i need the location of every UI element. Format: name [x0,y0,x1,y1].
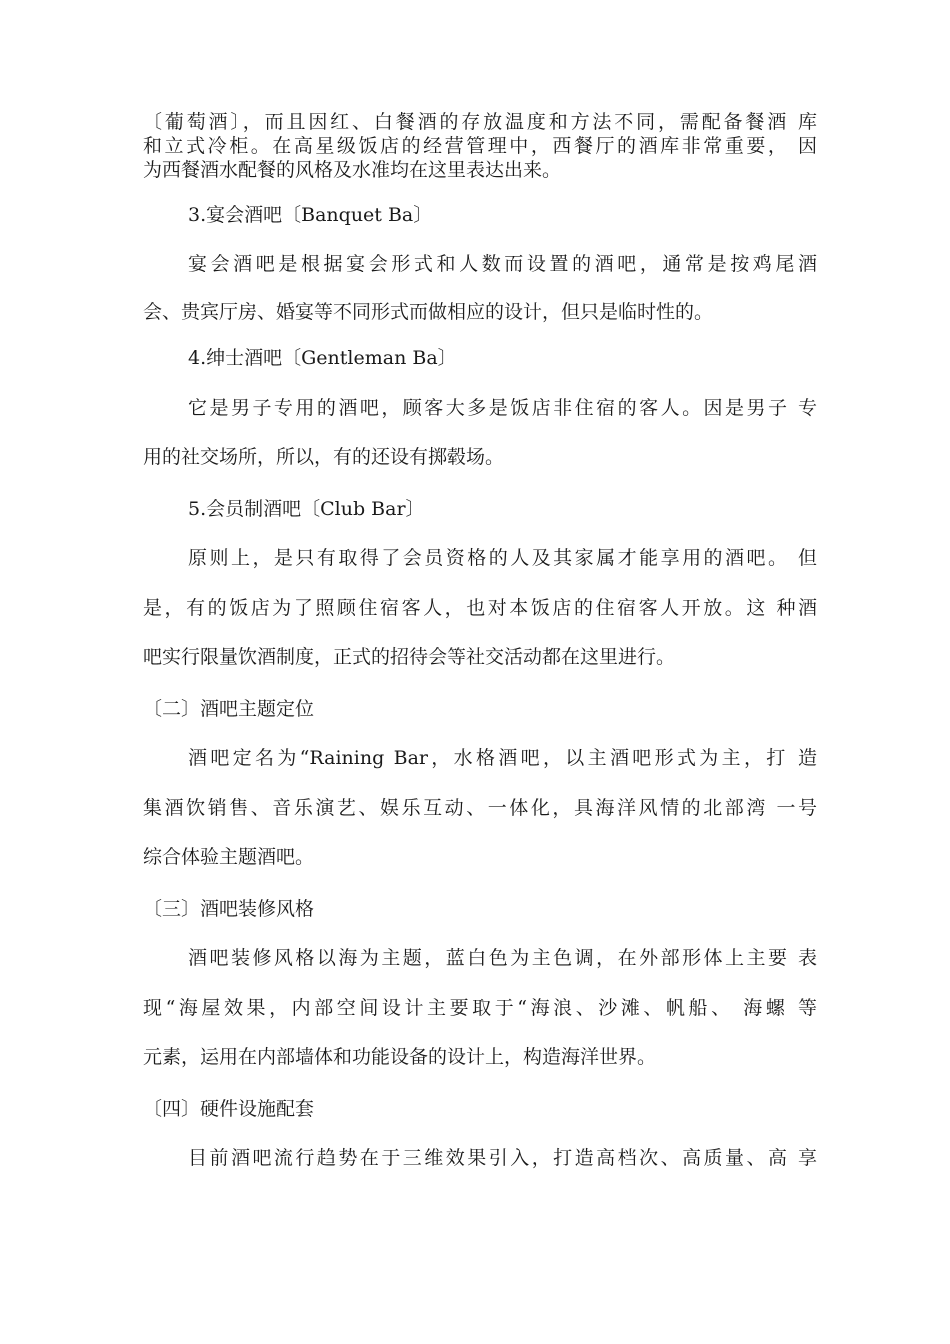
banquet-line-1: 宴会酒吧是根据宴会形式和人数而设置的酒吧，通常是按鸡尾酒 [188,253,817,275]
banquet-line-2: 会、贵宾厅房、婚宴等不同形式而做相应的设计，但只是临时性的。 [143,301,714,323]
section-heading-club: 5.会员制酒吧〔Club Bar〕 [188,498,425,520]
theme-line-2: 集酒饮销售、音乐演艺、娱乐互动、一体化，具海洋风情的北部湾 一号 [143,797,817,819]
gentleman-line-1: 它是男子专用的酒吧，顾客大多是饭店非住宿的客人。因是男子 专 [188,397,817,419]
section-heading-theme: 〔二〕酒吧主题定位 [143,698,315,720]
club-line-3: 吧实行限量饮酒制度，正式的招待会等社交活动都在这里进行。 [143,646,676,668]
decor-line-1: 酒吧装修风格以海为主题，蓝白色为主色调，在外部形体上主要 表 [188,947,817,969]
decor-line-2: 现“海屋效果，内部空间设计主要取于“海浪、沙滩、帆船、 海螺 等 [143,997,817,1019]
club-line-2: 是，有的饭店为了照顾住宿客人，也对本饭店的住宿客人开放。这 种酒 [143,597,817,619]
gentleman-line-2: 用的社交场所，所以，有的还设有掷毂场。 [143,446,505,468]
theme-line-3: 综合体验主题酒吧。 [143,846,315,868]
intro-line-1: 〔葡萄酒〕，而且因红、白餐酒的存放温度和方法不同，需配备餐酒 库 [143,111,817,133]
intro-line-3: 为西餐酒水配餐的风格及水准均在这里表达出来。 [143,159,562,181]
section-heading-hardware: 〔四〕硬件设施配套 [143,1098,315,1120]
theme-line-1: 酒吧定名为“Raining Bar，水格酒吧，以主酒吧形式为主，打 造 [188,747,817,769]
section-heading-banquet: 3.宴会酒吧〔Banquet Ba〕 [188,204,433,226]
hardware-line-1: 目前酒吧流行趋势在于三维效果引入，打造高档次、高质量、高 享 [188,1147,817,1169]
decor-line-3: 元素，运用在内部墙体和功能设备的设计上，构造海洋世界。 [143,1046,657,1068]
club-line-1: 原则上，是只有取得了会员资格的人及其家属才能享用的酒吧。 但 [188,547,817,569]
section-heading-decor: 〔三〕酒吧装修风格 [143,898,315,920]
section-heading-gentleman: 4.绅士酒吧〔Gentleman Ba〕 [188,347,457,369]
intro-line-2: 和立式冷柜。在高星级饭店的经营管理中，西餐厅的酒库非常重要， 因 [143,135,817,157]
